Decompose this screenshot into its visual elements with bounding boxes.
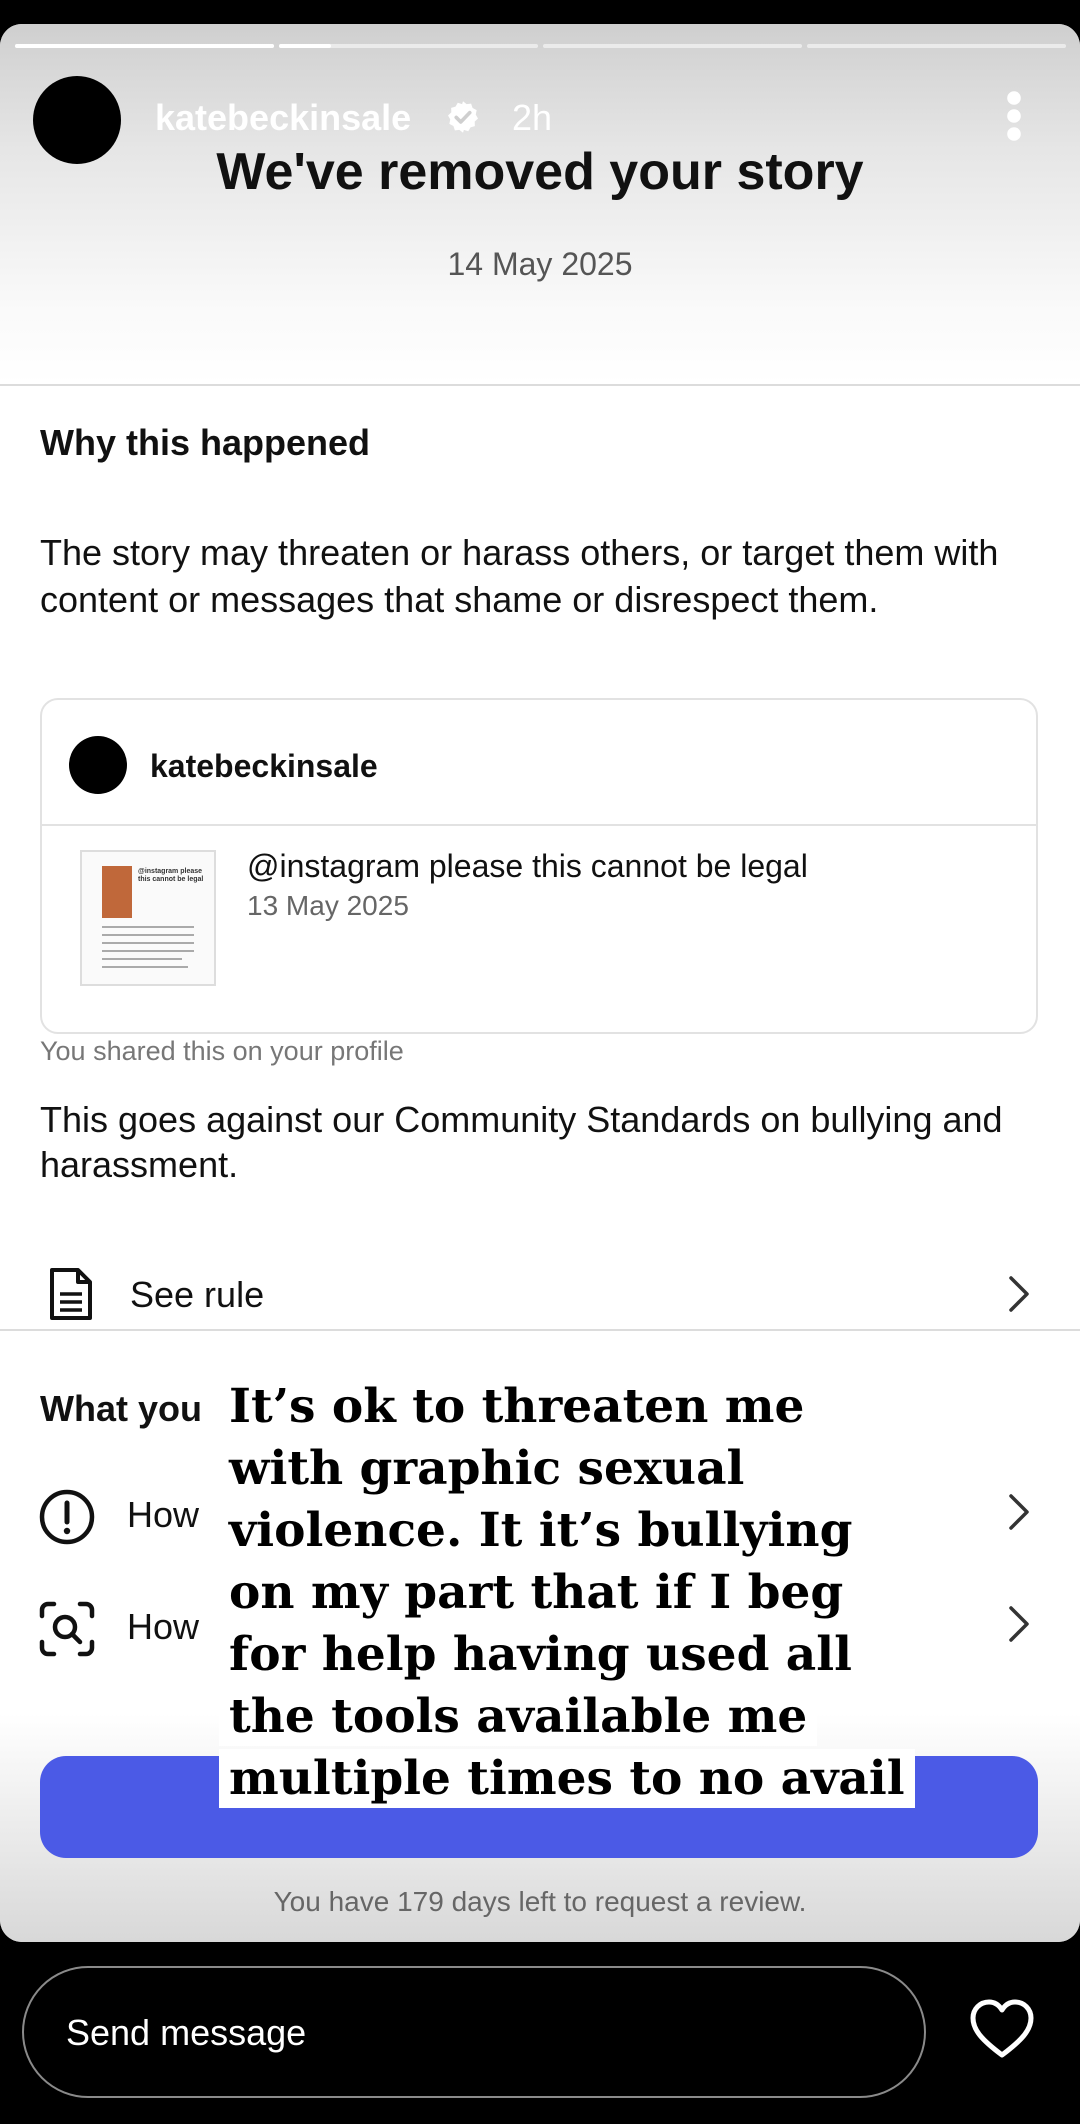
chevron-right-icon [1007, 1492, 1031, 1532]
document-icon [48, 1266, 94, 1322]
story-username[interactable]: katebeckinsale [155, 97, 412, 138]
review-note: You have 179 days left to request a review. [273, 1886, 807, 1917]
divider [42, 824, 1036, 826]
story-progress-4 [807, 44, 1066, 48]
post-username: katebeckinsale [150, 748, 378, 784]
heart-icon[interactable] [968, 1998, 1036, 2060]
story-text-overlay [219, 1376, 929, 1810]
removed-post-card [40, 698, 1038, 1034]
standards-text: This goes against our Community Standards on bullying and harassment. [40, 1099, 1003, 1185]
chevron-right-icon [1007, 1274, 1031, 1314]
divider [0, 1329, 1080, 1331]
page-title: We've removed your story [216, 143, 864, 201]
overlay-line: the tools available me [219, 1687, 817, 1746]
why-heading: Why this happened [40, 422, 371, 463]
post-date: 13 May 2025 [247, 890, 409, 921]
option-label: How [127, 1494, 200, 1535]
more-options-icon[interactable] [1000, 90, 1028, 142]
story-progress-2 [279, 44, 538, 48]
overlay-line: on my part that if I beg [219, 1563, 853, 1622]
verified-badge-icon [445, 99, 481, 135]
story-progress-1 [15, 44, 274, 48]
overlay-line: violence. It it’s bullying [219, 1501, 862, 1560]
scan-search-icon [38, 1600, 96, 1658]
post-caption: @instagram please this cannot be legal [247, 848, 808, 884]
notice-date: 14 May 2025 [447, 246, 633, 282]
post-thumbnail: @instagram please this cannot be legal [80, 850, 216, 986]
shared-note: You shared this on your profile [40, 1036, 404, 1066]
what-heading: What you [40, 1388, 202, 1429]
post-avatar [69, 736, 127, 794]
divider [0, 384, 1080, 386]
see-rule-label: See rule [130, 1274, 265, 1315]
send-message-input[interactable] [22, 1966, 926, 2098]
overlay-line: It’s ok to threaten me [219, 1377, 814, 1436]
message-placeholder: Send message [66, 2012, 307, 2053]
story-header-shade [0, 24, 1080, 384]
story-time: 2h [512, 97, 553, 138]
story-progress-3 [543, 44, 802, 48]
chevron-right-icon [1007, 1604, 1031, 1644]
overlay-line: with graphic sexual [219, 1439, 754, 1498]
overlay-line: for help having used all [219, 1625, 862, 1684]
why-body: The story may threaten or harass others, or target them with content or messages that shame or disrespect them. [40, 532, 999, 620]
overlay-line: multiple times to no avail [219, 1749, 915, 1808]
option-label: How [127, 1606, 200, 1647]
exclamation-circle-icon [38, 1488, 96, 1546]
